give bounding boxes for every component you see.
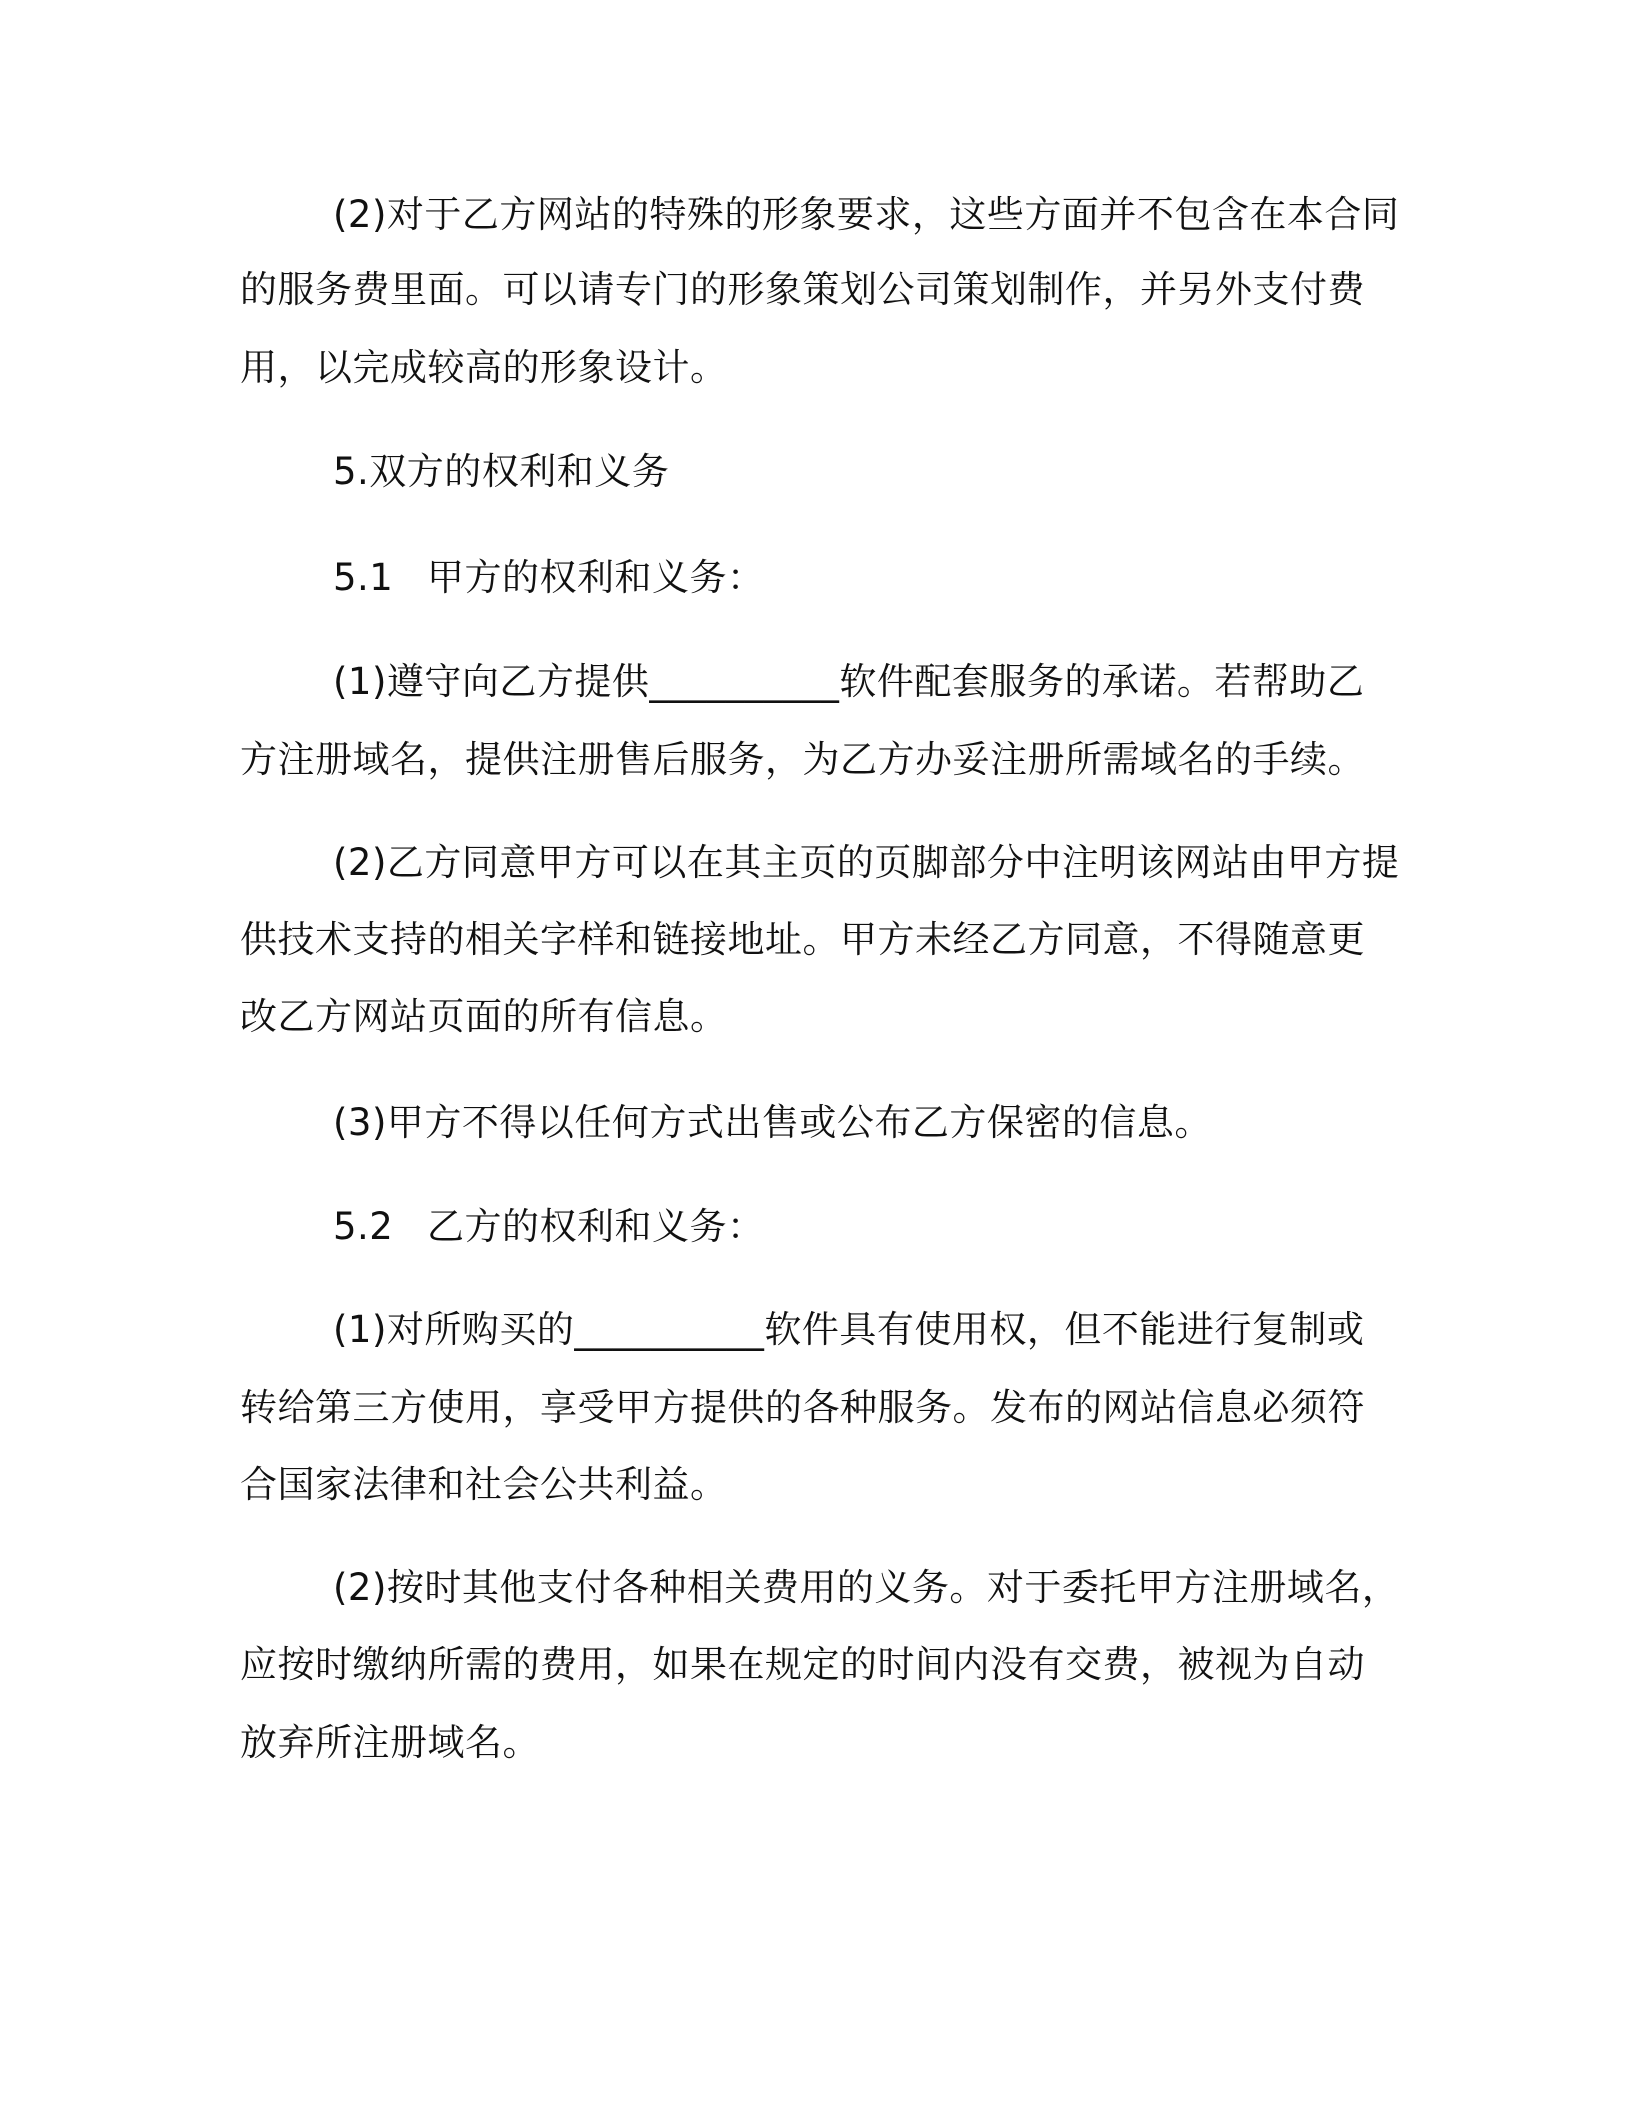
- paragraph-line: (2)按时其他支付各种相关费用的义务。对于委托甲方注册域名，: [333, 1566, 1400, 1609]
- paragraph-line: 转给第三方使用，享受甲方提供的各种服务。发布的网站信息必须符: [240, 1386, 1365, 1429]
- subsection-title: 甲方的权利和义务：: [427, 556, 765, 599]
- paragraph-line: (1)遵守向乙方提供__________软件配套服务的承诺。若帮助乙: [333, 660, 1365, 703]
- paragraph-line: (2)对于乙方网站的特殊的形象要求，这些方面并不包含在本合同: [333, 193, 1400, 236]
- subsection-heading: [333, 1202, 765, 1252]
- subsection-heading: [333, 553, 765, 603]
- paragraph-line: 用，以完成较高的形象设计。: [240, 346, 728, 389]
- section-heading: 5.双方的权利和义务: [333, 450, 670, 493]
- subsection-title: 乙方的权利和义务：: [427, 1205, 765, 1248]
- paragraph-line: 方注册域名，提供注册售后服务，为乙方办妥注册所需域名的手续。: [240, 738, 1365, 781]
- subsection-number: 5.2: [333, 1205, 394, 1248]
- paragraph-line: (3)甲方不得以任何方式出售或公布乙方保密的信息。: [333, 1101, 1212, 1144]
- paragraph-line: 合国家法律和社会公共利益。: [240, 1463, 728, 1506]
- paragraph-line: (2)乙方同意甲方可以在其主页的页脚部分中注明该网站由甲方提: [333, 841, 1400, 884]
- paragraph-line: 的服务费里面。可以请专门的形象策划公司策划制作，并另外支付费: [240, 268, 1365, 311]
- paragraph-line: 供技术支持的相关字样和链接地址。甲方未经乙方同意，不得随意更: [240, 918, 1365, 961]
- paragraph-line: (1)对所购买的__________软件具有使用权，但不能进行复制或: [333, 1308, 1365, 1351]
- paragraph-line: 应按时缴纳所需的费用，如果在规定的时间内没有交费，被视为自动: [240, 1643, 1365, 1686]
- paragraph-line: 改乙方网站页面的所有信息。: [240, 995, 728, 1038]
- paragraph-line: 放弃所注册域名。: [240, 1721, 540, 1764]
- subsection-number: 5.1: [333, 556, 394, 599]
